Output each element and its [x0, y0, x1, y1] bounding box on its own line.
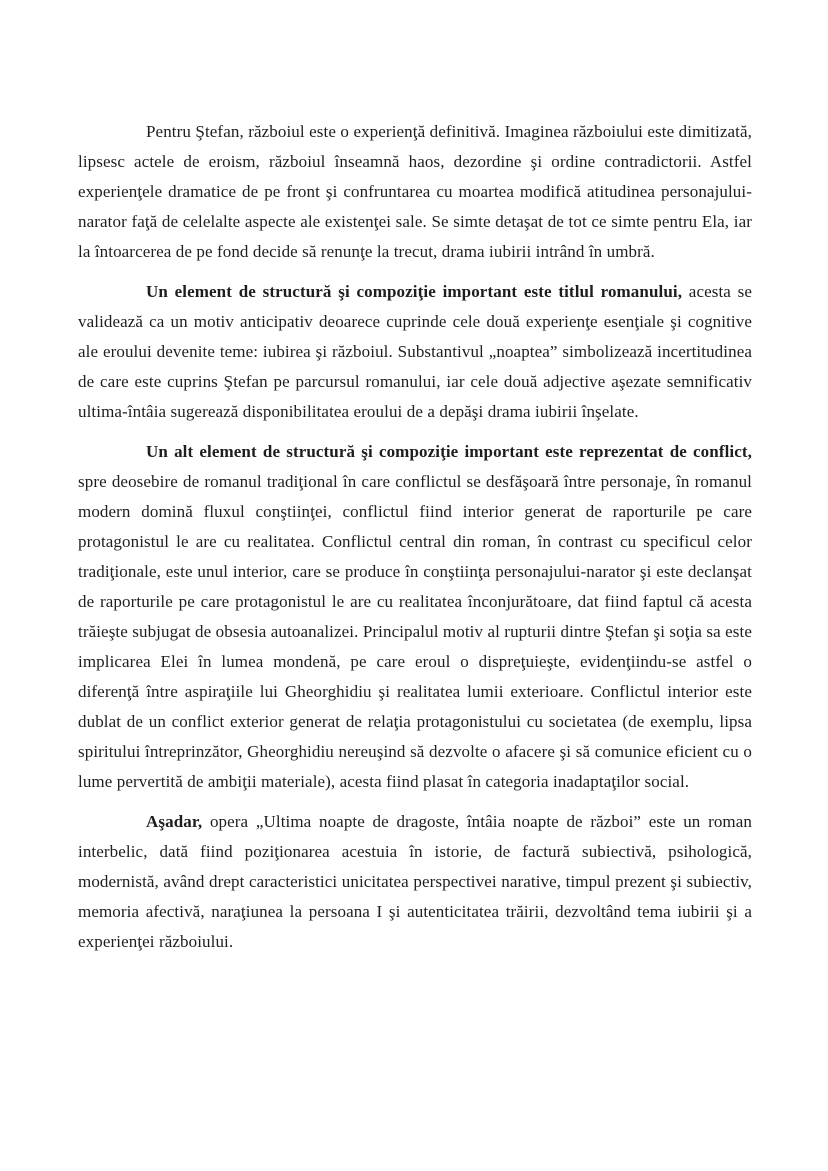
paragraph-text: opera „Ultima noapte de dragoste, întâia noapte de război” este un roman interbelic, dată fiind poziţionarea acestuia în istorie, de factură subiectivă, psihologică, modernistă, având drept caracteristici unicitatea perspectivei narative, timpul prezent şi subiectiv, memoria afectivă, naraţiunea la persoana I şi autenticitatea trăirii, dezvoltând tema iubirii şi a experienţei războiului.	[78, 812, 752, 951]
paragraph-war-experience	[78, 117, 752, 267]
paragraph-lead: Un element de structură şi compoziţie important este titlul romanului,	[146, 282, 683, 301]
paragraph-lead: Aşadar,	[146, 812, 203, 831]
paragraph-text: Pentru Ştefan, războiul este o experienţă definitivă. Imaginea războiului este dimitizată, lipsesc actele de eroism, războiul înseamnă haos, dezordine şi ordine contradictorii. Astfel experienţele dramatice de pe front şi confruntarea cu moartea modifică atitudinea personajului-narator faţă de celelalte aspecte ale existenţei sale. Se simte detaşat de tot ce simte pentru Ela, iar la întoarcerea de pe fond decide să renunţe la trecut, drama iubirii intrând în umbră.	[78, 122, 752, 261]
document-body	[78, 117, 752, 967]
paragraph-conclusion	[78, 807, 752, 957]
paragraph-title-element	[78, 277, 752, 427]
paragraph-text: spre deosebire de romanul tradiţional în care conflictul se desfăşoară între personaje, în romanul modern domină fluxul conştiinţei, conflictul fiind interior generat de raporturile pe care protagonistul le are cu realitatea. Conflictul central din roman, în contrast cu specificul celor tradiţionale, este unul interior, care se produce în conştiinţa personajului-narator şi este declanşat de raporturile pe care protagonistul le are cu realitatea înconjurătoare, dat fiind faptul că acesta trăieşte subjugat de obsesia autoanalizei. Principalul motiv al rupturii dintre Ştefan şi soţia sa este implicarea Elei în lumea mondenă, pe care eroul o dispreţuieşte, evidenţiindu-se astfel o diferenţă între aspiraţiile lui Gheorghidiu şi realitatea lumii exterioare. Conflictul interior este dublat de un conflict exterior generat de relaţia protagonistului cu societatea (de exemplu, lipsa spiritului întreprinzător, Gheorghidiu nereuşind să dezvolte o afacere şi să comunice eficient cu o lume pervertită de ambiţii materiale), acesta fiind plasat în categoria inadaptaţilor social.	[78, 472, 752, 791]
paragraph-conflict-element	[78, 437, 752, 797]
paragraph-text: acesta se validează ca un motiv anticipativ deoarece cuprinde cele două experienţe esenţiale şi cognitive ale eroului devenite teme: iubirea şi războiul. Substantivul „noaptea” simbolizează incertitudinea de care este cuprins Ştefan pe parcursul romanului, iar cele două adjective aşezate semnificativ ultima-întâia sugerează disponibilitatea eroului de a depăşi drama iubirii înşelate.	[78, 282, 753, 421]
paragraph-lead: Un alt element de structură şi compoziţie important este reprezentat de conflict,	[146, 442, 752, 461]
